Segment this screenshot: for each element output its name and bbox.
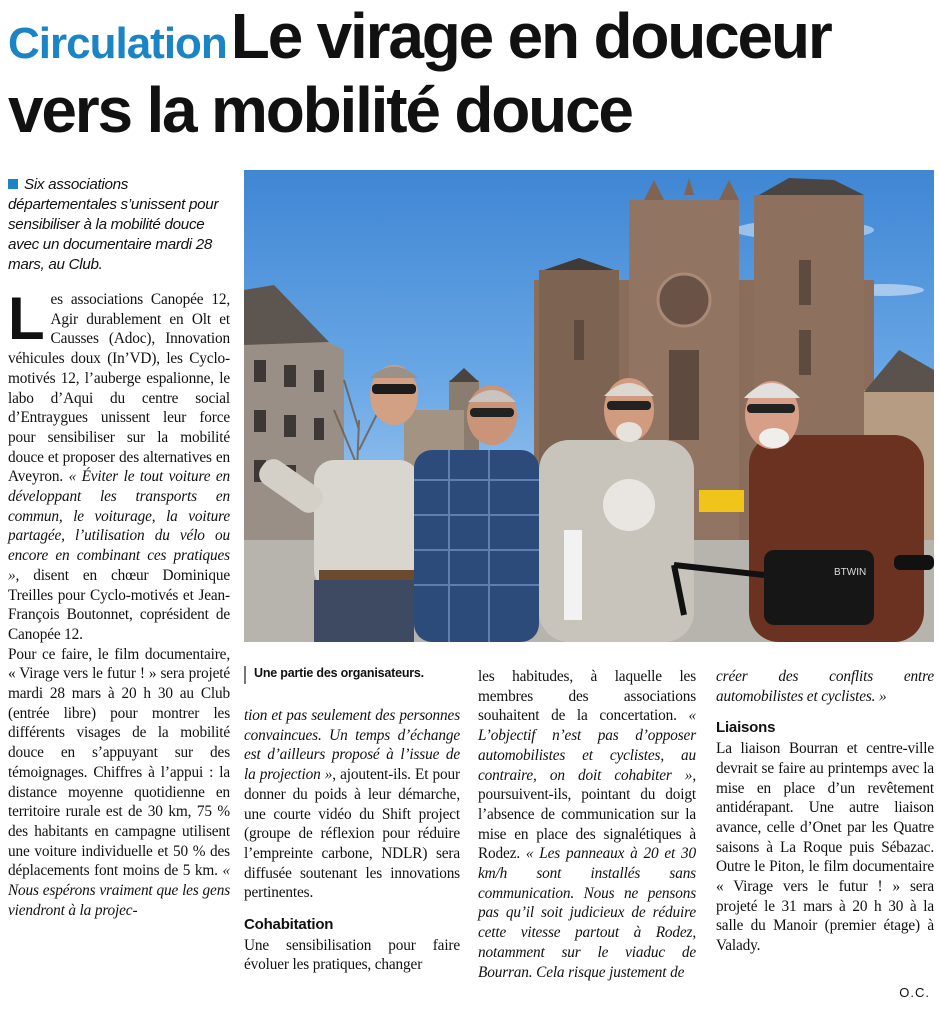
- author-signature: O.C.: [899, 985, 930, 1000]
- quote: « L’objectif n’est pas d’opposer automobilistes et cyclistes, au contraire, on doit cohabiter »: [478, 707, 696, 784]
- subheading-liaisons: Liaisons: [716, 719, 776, 737]
- article-column-2: tion et pas seulement des personnes convaincues. Un temps d’échange est d’ailleurs proposé à l’issue de la projection », ajoutent-ils. Et pour donner du poids à leur démarche, une courte vidéo du Shift project (groupe de réflexion pour réduire l’empreinte carbone, NDLR) sera diffusée soutenant les innovations pertinentes. Cohabitation Une sensibilisation pour faire évoluer les pratiques, changer: [244, 707, 460, 974]
- article-column-3: les habitudes, à laquelle les membres des associations souhaitent de la concertation. « L’objectif n’est pas d’opposer automobilistes et cyclistes, au contraire, on doit cohabiter », poursuivent-ils, pointant du doigt l’absence de communication sur la mise en place des signalétiques à Rodez. « Les panneaux à 20 et 30 km/h sont installés sans communication. Nous ne pensons pas qu’il soit judicieux de réduire cette vitesse partout à Rodez, notamment sur le viaduc de Bourran. Cela risque justement de: [478, 668, 696, 981]
- article-column-4: créer des conflits entre automobilistes et cyclistes. » Liaisons La liaison Bourran et centre-ville devrait se faire au printemps avec la mise en place d’un revêtement antidérapant. Une autre liaison avance, celle d’Onet par les Quatre saisons à La Roque puis Sébazac. Outre le Piton, le film documentaire « Virage vers le futur ! » sera projeté le 31 mars à 20 h 30 à la salle du Manoir (premier étage) à Valady.: [716, 668, 934, 955]
- subheading-cohabitation: Cohabitation: [244, 916, 334, 934]
- quote: « Nous espérons vraiment que les gens viendront à la projec-: [8, 862, 230, 919]
- quote: tion et pas seulement des personnes convaincues. Un temps d’échange est d’ailleurs proposé à l’issue de la projection »: [244, 707, 460, 784]
- lead-text: Six associations départementales s’unissent pour sensibiliser à la mobilité douce avec un documentaire mardi 28 mars, au Club.: [8, 176, 219, 273]
- lead-paragraph: [8, 175, 230, 275]
- square-bullet-icon: [8, 179, 18, 189]
- photo-illustration: [244, 170, 934, 642]
- quote: « Éviter le tout voiture en développant les transports en commun, le voiturage, la voiture partagée, l’utilisation du vélo ou encore en combinant ces pratiques »: [8, 468, 231, 584]
- quote: créer des conflits entre automobilistes et cyclistes. »: [716, 668, 934, 705]
- photo-caption: Une partie des organisateurs.: [244, 666, 424, 684]
- quote: « Les panneaux à 20 et 30 km/h sont installés sans communication. Nous ne pensons pas qu’il soit judicieux de réduire cette vitesse partout à Rodez, notamment sur le viaduc de Bourran. Cela risque justement de: [478, 845, 696, 981]
- headline-line2: vers la mobilité douce: [8, 74, 632, 146]
- article-photo: [244, 170, 934, 642]
- article-column-1: Les associations Canopée 12, Agir durablement en Olt et Causses (Adoc), Innovation véhicules doux (In’VD), les Cyclo-motivés 12, l’auberge espalionne, le labo d’Aqui du centre social d’Entraygues unissent leur force pour sensibiliser sur la mobilité douce et proposer des alternatives en Aveyron. « Éviter le tout voiture en développant les transports en commun, le voiturage, la voiture partagée, l’utilisation du vélo ou encore en combinant ces pratiques », disent en chœur Dominique Treilles pour Cyclo-motivés et Jean-François Boutonnet, coprésident de Canopée 12. Pour ce faire, le film documentaire, « Virage vers le futur ! » sera projeté mardi 28 mars à 20 h 30 au Club (entrée libre) pour montrer les différents visages de la mobilité douce en s’appuyant sur des témoignages. Chiffres à l’appui : la distance moyenne quotidienne en territoire rurale est de 30 km, 75 % des habitants en campagne utilisent une voiture individuelle et 50 % des déplacements font moins de 5 km. « Nous espérons vraiment que les gens viendront à la projec-: [8, 285, 231, 919]
- bike-bag-brand: BTWIN: [834, 567, 867, 578]
- headline-line1: Le virage en douceur: [230, 0, 831, 72]
- drop-cap: L: [8, 285, 45, 352]
- section-kicker: Circulation: [8, 19, 227, 68]
